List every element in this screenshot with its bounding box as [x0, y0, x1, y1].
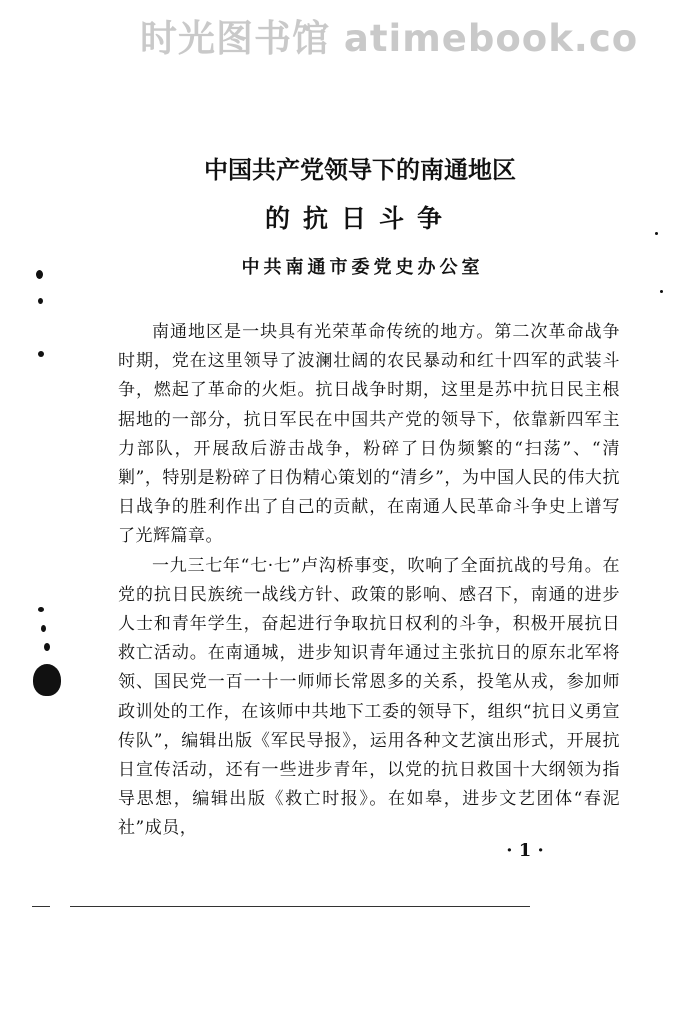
paragraph-2: 一九三七年“七·七”卢沟桥事变，吹响了全面抗战的号角。在党的抗日民族统一战线方针、政策的影响、感召下，南通的进步人士和青年学生，奋起进行争取抗日权利的斗争，积极开展抗日救亡活动。在南通城，进步知识青年通过主张抗日的原东北军将领、国民党一百一十一师师长常恩多的关系，投笔从戎，参加师政训处的工作，在该师中共地下工委的领导下，组织“抗日义勇宣传队”，编辑出版《军民导报》，运用各种文艺演出形式，开展抗日宣传活动，还有一些进步青年，以党的抗日救国十大纲领为指导思想，编辑出版《救亡时报》。在如皋，进步文艺团体“春泥社”成员，: [118, 555, 620, 839]
scan-speck: [44, 643, 50, 651]
scan-speck: [36, 270, 43, 279]
article-body: [118, 318, 620, 844]
footer-rule-long: [70, 906, 530, 907]
scan-speck: [38, 607, 44, 612]
scan-speck: [660, 290, 663, 293]
scan-blot: [33, 664, 61, 696]
article-title-line-2: 的抗日斗争: [264, 204, 455, 233]
article-title-line-1: 中国共产党领导下的南通地区: [204, 155, 516, 184]
scan-speck: [655, 232, 658, 235]
scan-speck: [41, 625, 46, 632]
page-number: · 1 ·: [506, 840, 544, 861]
footer-rule-short: [32, 906, 50, 907]
watermark: 时光图书馆 atimebook.co: [140, 17, 639, 60]
scan-speck: [38, 351, 44, 357]
scan-speck: [38, 298, 43, 304]
paragraph-1: 南通地区是一块具有光荣革命传统的地方。第二次革命战争时期，党在这里领导了波澜壮阔的农民暴动和红十四军的武装斗争，燃起了革命的火炬。抗日战争时期，这里是苏中抗日民主根据地的一部分，抗日军民在中国共产党的领导下，依靠新四军主力部队，开展敌后游击战争，粉碎了日伪频繁的“扫荡”、“清剿”，特别是粉碎了日伪精心策划的“清乡”，为中国人民的伟大抗日战争的胜利作出了自己的贡献，在南通人民革命斗争史上谱写了光辉篇章。: [118, 322, 620, 547]
article-author: 中共南通市委党史办公室: [241, 257, 484, 278]
